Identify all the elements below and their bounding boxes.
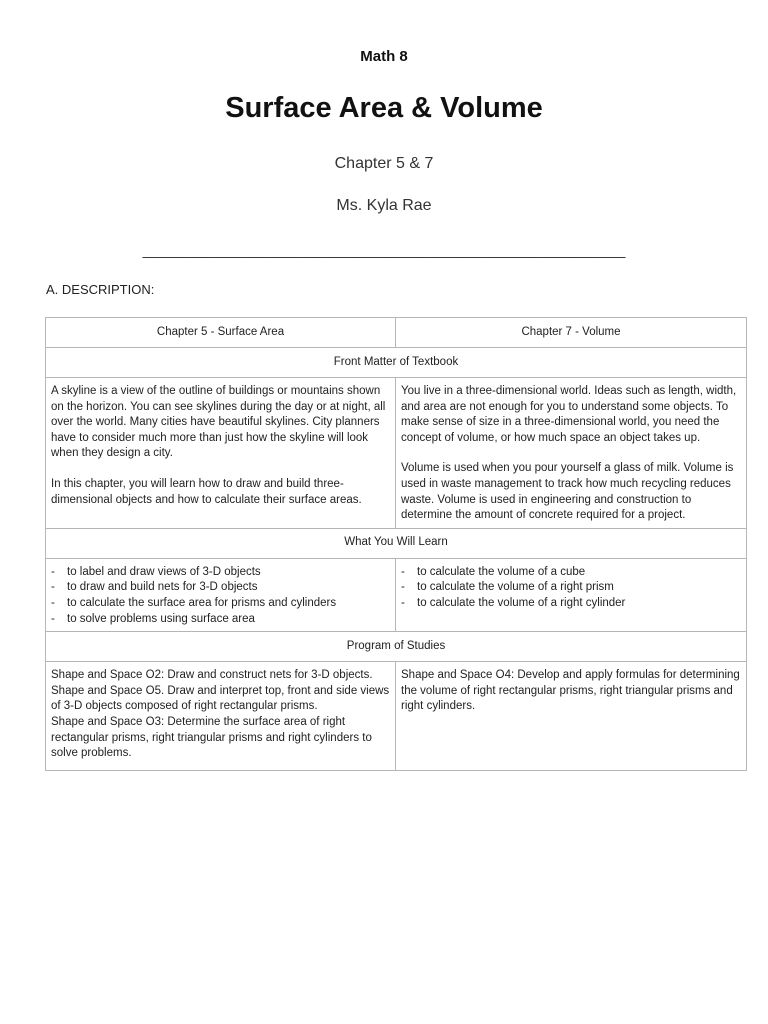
front-matter-chapter-7 xyxy=(396,378,747,529)
column-header-chapter-7: Chapter 7 - Volume xyxy=(396,318,747,348)
list-item: - to solve problems using surface area xyxy=(51,612,390,628)
table-row xyxy=(46,558,747,631)
studies-chapter-7 xyxy=(396,662,747,771)
column-header-chapter-5: Chapter 5 - Surface Area xyxy=(46,318,396,348)
table-row xyxy=(46,632,747,662)
paragraph: Volume is used when you pour yourself a glass of milk. Volume is used in waste management to track how much recycling reduces waste. Volume is used in engineering and construction to determine the amount of concrete required for a project. xyxy=(401,462,734,522)
outcome-item: Shape and Space O2: Draw and construct nets for 3-D objects. xyxy=(51,669,373,682)
section-description-label: A. DESCRIPTION: xyxy=(46,282,155,297)
outcome-item: Shape and Space O3: Determine the surface area of right rectangular prisms, right triangular prisms and right cylinders to solve problems. xyxy=(51,715,372,760)
section-heading-what-you-will-learn: What You Will Learn xyxy=(46,528,747,558)
table-row xyxy=(46,662,747,771)
separator-rule: ______________________________________________________________ xyxy=(142,242,626,258)
teacher-name: Ms. Kyla Rae xyxy=(336,197,432,214)
paragraph: You live in a three-dimensional world. Ideas such as length, width, and area are not enough for you to understand some objects. To make sense of size in a three-dimensional world, you need the concept of volume, or how much space an object takes up. xyxy=(401,385,737,444)
table-row xyxy=(46,528,747,558)
outcome-item: Shape and Space O4: Develop and apply formulas for determining the volume of right rectangular prisms, right triangular prisms and right cylinders. xyxy=(401,669,740,713)
list-item: - to draw and build nets for 3-D objects xyxy=(51,580,390,596)
learn-chapter-7 xyxy=(396,558,747,631)
section-heading-program-of-studies: Program of Studies xyxy=(46,632,747,662)
table-header-row xyxy=(46,318,747,348)
front-matter-chapter-5 xyxy=(46,378,396,529)
learn-chapter-5 xyxy=(46,558,396,631)
list-item: - to calculate the surface area for prisms and cylinders xyxy=(51,596,390,612)
paragraph: A skyline is a view of the outline of buildings or mountains shown on the horizon. You can see skylines during the day or at night, all over the world. Many cities have beautiful skylines. City planners have to consider much more than just how the skyline will look when they design a city. xyxy=(51,385,386,460)
course-name: Math 8 xyxy=(360,48,408,65)
list-item: - to calculate the volume of a right cylinder xyxy=(401,596,741,612)
table-row xyxy=(46,348,747,378)
learning-list xyxy=(401,565,741,612)
studies-chapter-5 xyxy=(46,662,396,771)
learning-list xyxy=(51,565,390,627)
document-title: Surface Area & Volume xyxy=(225,92,543,124)
section-heading-front-matter: Front Matter of Textbook xyxy=(46,348,747,378)
table-row xyxy=(46,378,747,529)
outcome-item: Shape and Space O5. Draw and interpret top, front and side views of 3-D objects composed of right rectangular prisms. xyxy=(51,684,390,713)
chapter-label: Chapter 5 & 7 xyxy=(334,155,434,172)
list-item: - to calculate the volume of a cube xyxy=(401,565,741,581)
description-table xyxy=(45,317,747,771)
list-item: - to label and draw views of 3-D objects xyxy=(51,565,390,581)
list-item: - to calculate the volume of a right prism xyxy=(401,580,741,596)
paragraph: In this chapter, you will learn how to draw and build three-dimensional objects and how to calculate their surface areas. xyxy=(51,477,362,506)
